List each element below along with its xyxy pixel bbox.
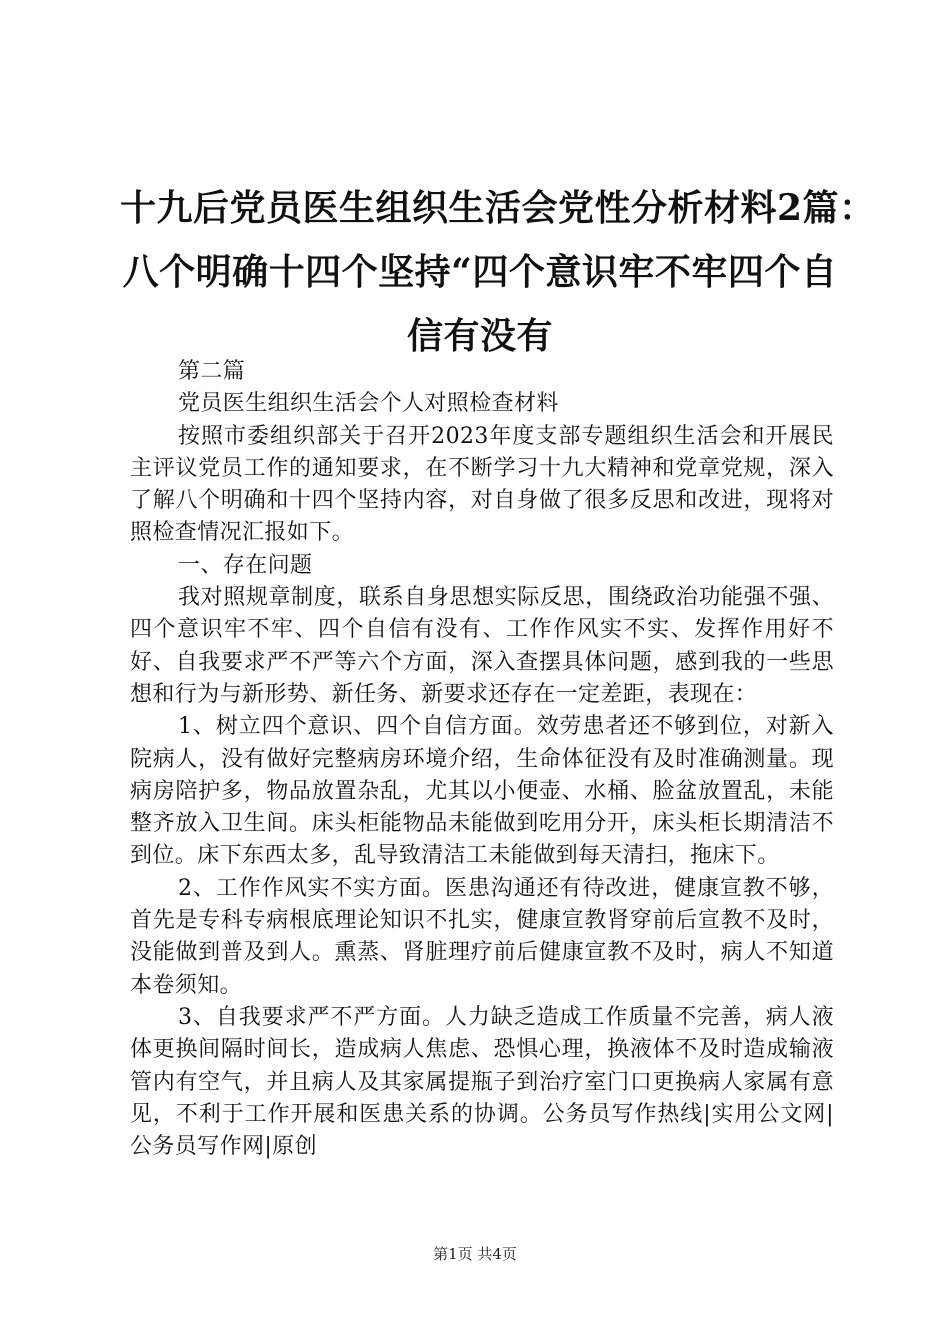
document-title [120,176,876,368]
item-2-paragraph: 2、工作作风实不实方面。医患沟通还有待改进，健康宣教不够，首先是专科专病根底理论知识不扎实，健康宣教肾穿前后宣教不及时，没能做到普及到人。熏蒸、肾脏理疗前后健康宣教不及时，病人不知道本卷须知。 [130,875,834,998]
document-body [130,356,834,1163]
intro-paragraph: 按照市委组织部关于召开2023年度支部专题组织生活会和开展民主评议党员工作的通知要求，在不断学习十九大精神和党章党规，深入了解八个明确和十四个坚持内容，对自身做了很多反思和改进，现将对照检查情况汇报如下。 [130,423,834,546]
problems-paragraph: 我对照规章制度，联系自身思想实际反思，围绕政治功能强不强、四个意识牢不牢、四个自信有没有、工作作风实不实、发挥作用好不好、自我要求严不严等六个方面，深入查摆具体问题，感到我的一些思想和行为与新形势、新任务、新要求还存在一定差距，表现在： [130,585,834,707]
title-line-3: 信有没有 [406,315,553,357]
page-number-footer: 第1页 共4页 [433,1245,517,1263]
title-line-2: 八个明确十四个坚持“四个意识牢不牢四个自 [122,251,838,293]
item-1-paragraph: 1、树立四个意识、四个自信方面。效劳患者还不够到位，对新入院病人，没有做好完整病房环境介绍，生命体征没有及时准确测量。现病房陪护多，物品放置杂乱，尤其以小便壶、水桶、脸盆放置乱，未能整齐放入卫生间。床头柜能物品未能做到吃用分开，床头柜长期清洁不到位。床下东西太多，乱导致清洁工未能做到每天清扫，拖床下。 [130,714,834,869]
title-line-1: 十九后党员医生组织生活会党性分析材料2篇： [120,187,876,229]
section-subtitle: 党员医生组织生活会个人对照检查材料 [178,391,559,417]
chapter-heading: 第二篇 [178,359,246,384]
section-heading-problems: 一、存在问题 [178,552,313,578]
item-3-paragraph: 3、自我要求严不严方面。人力缺乏造成工作质量不完善，病人液体更换间隔时间长，造成病人焦虑、恐惧心理，换液体不及时造成输液管内有空气，并且病人及其家属提瓶子到治疗室门口更换病人家属有意见，不利于工作开展和医患关系的协调。公务员写作热线|实用公文网|公务员写作网|原创 [130,1004,834,1160]
